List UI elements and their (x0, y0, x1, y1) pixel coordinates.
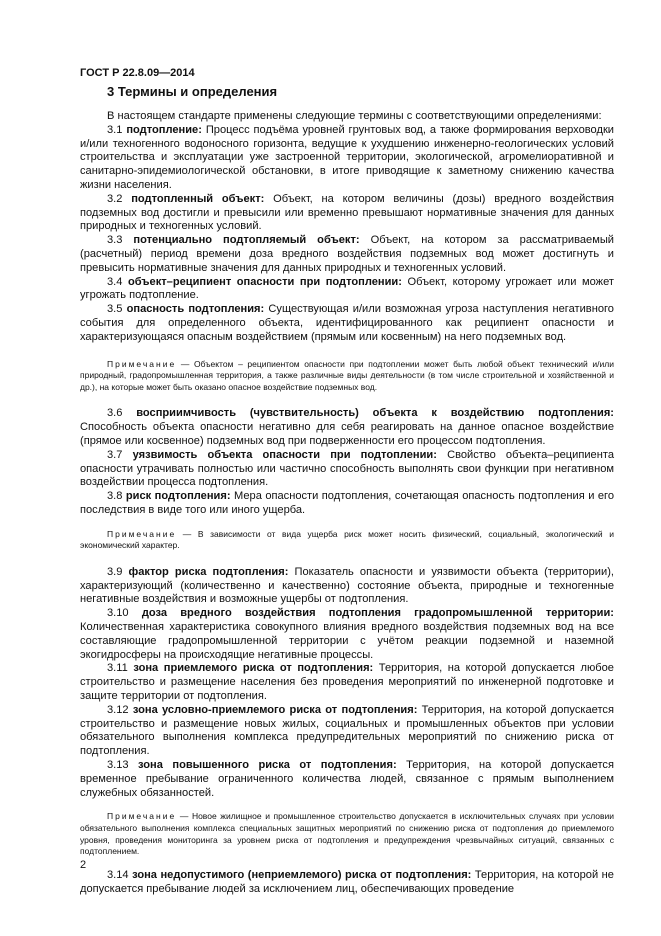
page-number: 2 (80, 859, 87, 871)
note-1: Примечание — Объектом – реципиентом опасности при подтоплении может быть любой объект технический и/или природный, градопромышленная территория, а также различные виды деятельности (в том числе строительной и хозяйственной и др.), на которые может быть оказано опасное воздействие подземных вод. (80, 358, 614, 392)
section-title: 3 Термины и определения (107, 84, 278, 99)
note-2: Примечание — В зависимости от вида ущерба риск может носить физический, социальный, экологический и экономический характер. (80, 528, 614, 551)
term-3-11: 3.11 зона приемлемого риска от подтопления: Территория, на которой допускается любое строительство и размещение населения без проведения мероприятий по инженерной подготовке и защите территории от подтопления. (80, 662, 614, 703)
term-3-7: 3.7 уязвимость объекта опасности при подтоплении: Свойство объекта–реципиента опасности утрачивать полностью или частично способность выполнять свои функции при негативном воздействии процесса подтопления. (80, 448, 614, 489)
term-3-6: 3.6 восприимчивость (чувствительность) объекта к воздействию подтопления: Способность объекта опасности негативно для себя реагировать на данное опасное воздействие (прямое или косвенное) подземных вод при подверженности его процессом подтопления. (80, 407, 614, 447)
document-body (80, 110, 614, 896)
term-3-10: 3.10 доза вредного воздействия подтопления градопромышленной территории: Количественная характеристика совокупного влияния вредного воздействия подземных вод на все составляющие градопромышленной территории с учётом реакции подземной и наземной экогидросферы на происходящие негативные процессы. (80, 607, 614, 661)
note-3: Примечание — Новое жилищное и промышленное строительство допускается в исключительных случаях при условии обязательного выполнения комплекса специальных защитных мероприятий по снижению риска от подтопления до приемлемого уровня, проведения мониторинга за уровнем риска от подтопления и предупреждения чрезвычайных ситуаций, связанных с подтоплением. (80, 811, 614, 857)
term-3-9: 3.9 фактор риска подтопления: Показатель опасности и уязвимости объекта (территории), характеризующий (количественно и качественно) состояние объекта, природные и техногенные негативные воздействия и возможные ущербы от подтопления. (80, 565, 614, 606)
term-3-12: 3.12 зона условно-приемлемого риска от подтопления: Территория, на которой допускается строительство и размещение новых жилых, социальных и промышленных объектов при условии обязательного выполнения комплекса предупредительных мероприятий по снижению риска от подтопления. (80, 703, 614, 758)
term-3-4: 3.4 объект–реципиент опасности при подтоплении: Объект, которому угрожает или может угрожать подтопление. (80, 275, 614, 302)
term-3-13: 3.13 зона повышенного риска от подтопления: Территория, на которой допускается временное пребывание ограниченного количества людей, связанное с прямым выполнением служебных обязанностей. (80, 759, 614, 799)
term-3-3: 3.3 потенциально подтопляемый объект: Объект, на котором за рассматриваемый (расчетный) период времени доза вредного воздействия подземных вод может достигнуть и превысить нормативные значения для данных природных и техногенных условий. (80, 234, 614, 274)
term-3-5: 3.5 опасность подтопления: Существующая и/или возможная угроза наступления негативного события для определенного объекта, идентифицированного как реципиент опасности и характеризующаяся опасным воздействием (прямым или косвенным) на него подземных вод. (80, 303, 614, 343)
term-3-1: 3.1 подтопление: Процесс подъёма уровней грунтовых вод, а также формирования верховодки и/или техногенного водоносного горизонта, ведущие к ухудшению инженерно-геологических условий строительства и эксплуатации уже застроенной территории, экологической, агромелиоративной и санитарно-эпидемиологической обстановки, в итоге приводящие к заметному снижению качества жизни населения. (80, 123, 614, 191)
term-3-2: 3.2 подтопленный объект: Объект, на котором величины (дозы) вредного воздействия подземных вод достигли и превысили или временно превышают нормативные значения для данных природных и техногенных условий. (80, 192, 614, 233)
intro-paragraph: В настоящем стандарте применены следующие термины с соответствующими определениями: (107, 110, 602, 122)
term-3-14: 3.14 зона недопустимого (неприемлемого) риска от подтопления: Территория, на которой не допускается пребывание людей за исключением лиц, обеспечивающих проведение (80, 868, 614, 895)
term-3-8: 3.8 риск подтопления: Мера опасности подтопления, сочетающая опасность подтопления и его последствия в виде того или иного ущерба. (80, 490, 614, 516)
standard-header: ГОСТ Р 22.8.09—2014 (80, 67, 195, 79)
